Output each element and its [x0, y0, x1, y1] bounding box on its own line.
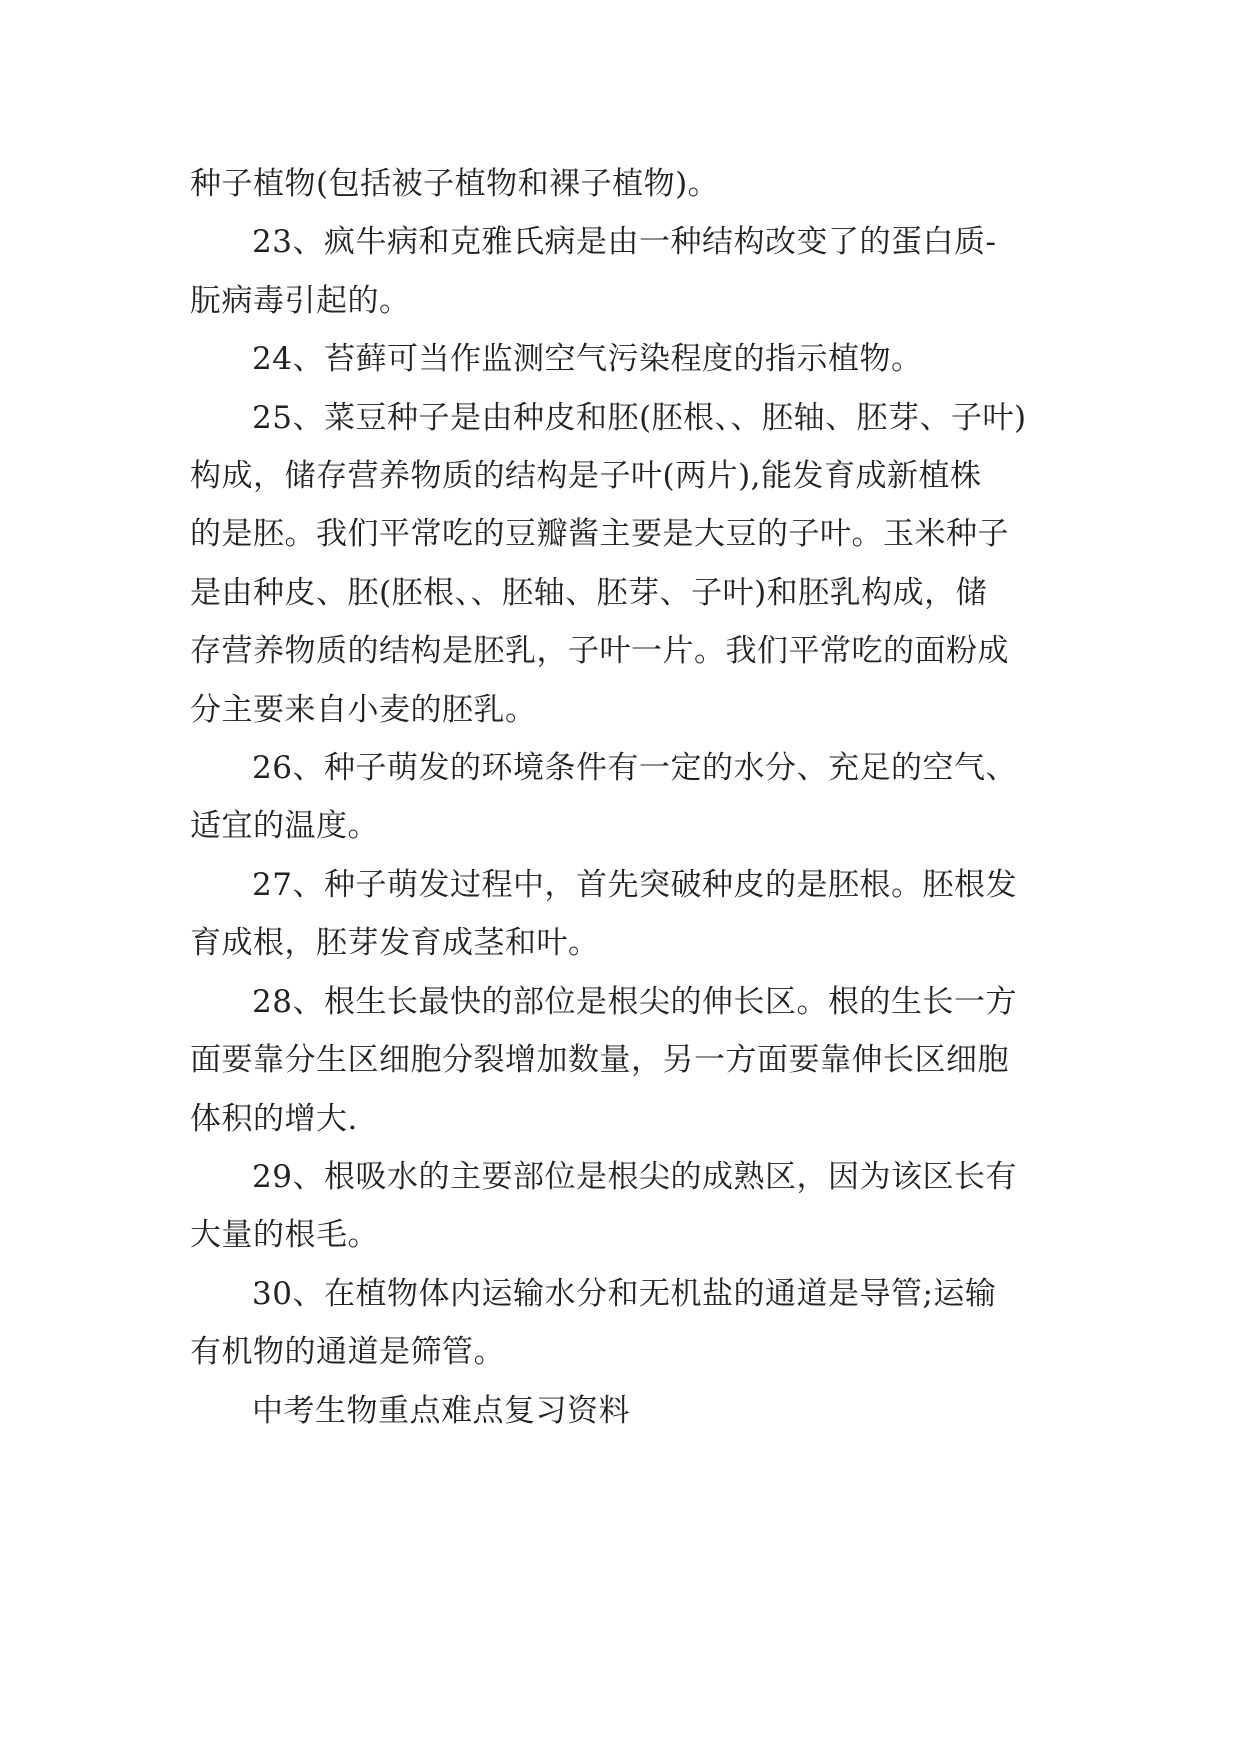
- text-line: 体积的增大.: [190, 1100, 358, 1137]
- text-line: 有机物的通道是筛管。: [190, 1334, 505, 1371]
- text-line: 是由种皮、胚(胚根、、胚轴、胚芽、子叶)和胚乳构成，储: [190, 574, 988, 611]
- text-line: 面要靠分生区细胞分裂增加数量，另一方面要靠伸长区细胞: [190, 1042, 1009, 1079]
- text-line: 23、疯牛病和克雅氏病是由一种结构改变了的蛋白质-: [252, 224, 997, 261]
- text-line: 29、根吸水的主要部位是根尖的成熟区，因为该区长有: [252, 1158, 1017, 1195]
- paragraph-28: [190, 973, 1070, 1148]
- text-line: 24、苔藓可当作监测空气污染程度的指示植物。: [252, 341, 923, 378]
- text-line: 分主要来自小麦的胚乳。: [190, 691, 537, 728]
- paragraph-29: [190, 1148, 1070, 1265]
- paragraph-26: [190, 739, 1070, 856]
- text-line: 适宜的温度。: [190, 808, 379, 845]
- text-line: 大量的根毛。: [190, 1217, 379, 1254]
- paragraph-continuation: [190, 155, 1070, 213]
- text-line: 30、在植物体内运输水分和无机盐的通道是导管;运输: [252, 1275, 997, 1312]
- text-line: 28、根生长最快的部位是根尖的伸长区。根的生长一方: [252, 983, 1017, 1020]
- text-line: 育成根，胚芽发育成茎和叶。: [190, 925, 600, 962]
- text-line: 25、菜豆种子是由种皮和胚(胚根、、胚轴、胚芽、子叶): [252, 399, 1027, 436]
- section-title: 中考生物重点难点复习资料: [252, 1392, 630, 1429]
- text-line: 26、种子萌发的环境条件有一定的水分、充足的空气、: [252, 750, 1017, 787]
- text-line: 存营养物质的结构是胚乳，子叶一片。我们平常吃的面粉成: [190, 633, 1009, 670]
- document-body: [190, 155, 1070, 1440]
- text-line: 构成，储存营养物质的结构是子叶(两片),能发育成新植株: [190, 458, 982, 495]
- paragraph-25: [190, 389, 1070, 739]
- paragraph-30: [190, 1265, 1070, 1382]
- text-line: 27、种子萌发过程中，首先突破种皮的是胚根。胚根发: [252, 866, 1017, 903]
- text-line: 的是胚。我们平常吃的豆瓣酱主要是大豆的子叶。玉米种子: [190, 516, 1009, 553]
- text-line: 朊病毒引起的。: [190, 282, 411, 319]
- paragraph-24: [190, 330, 1070, 388]
- text-line: 种子植物(包括被子植物和裸子植物)。: [190, 166, 720, 202]
- paragraph-27: [190, 856, 1070, 973]
- paragraph-23: [190, 213, 1070, 330]
